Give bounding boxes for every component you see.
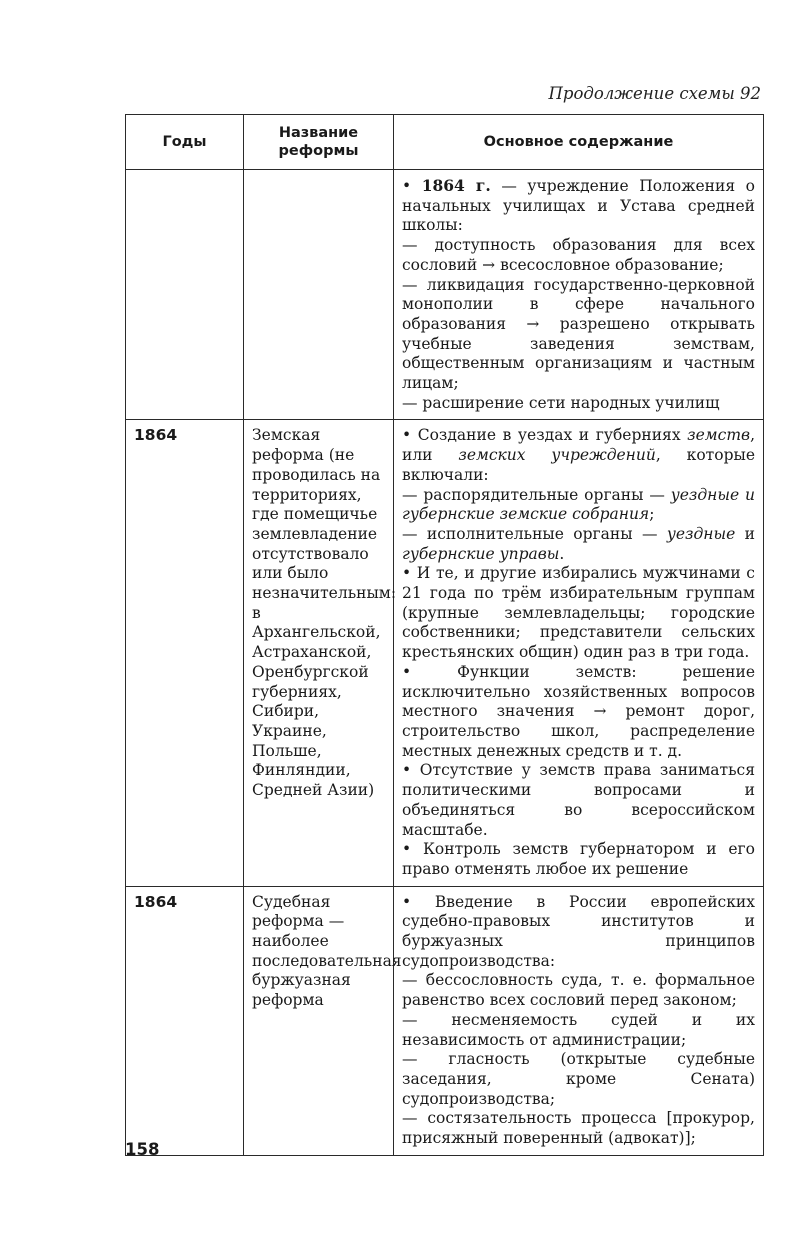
content-line: — несменяемость судей и их независимость от администрации;	[402, 1010, 755, 1049]
table-row	[126, 886, 764, 1155]
content-line: — гласность (открытые судебные заседания, кроме Сената) судопроизводства;	[402, 1050, 755, 1108]
content-cell	[394, 886, 764, 1155]
header-content: Основное содержание	[394, 115, 764, 170]
content-line: — расширение сети народных училищ	[402, 393, 720, 412]
table-header-row	[126, 115, 764, 170]
table-row	[126, 170, 764, 420]
header-years: Годы	[126, 115, 244, 170]
year-cell: 1864	[126, 420, 244, 886]
content-line: — распорядительные органы — уездные и губернские земские собрания;	[402, 485, 755, 524]
content-line: • И те, и другие избирались мужчинами с 21 года по трём избирательным группам (крупные землевладельцы; городские собственники; представители сельских крестьянских общин) один раз в три года.	[402, 564, 755, 662]
content-line: • Контроль земств губернатором и его право отменять любое их решение	[402, 840, 755, 878]
content-line: • 1864 г. — учреждение Положения о начальных училищах и Устава средней школы:	[402, 176, 755, 235]
content-line: • Отсутствие у земств права заниматься политическими вопросами и объединяться во всероссийском масштабе.	[402, 761, 755, 839]
table-row	[126, 420, 764, 886]
content-line: — ликвидация государственно-церковной монополии в сфере начального образования → разрешено открывать учебные заведения земствам, общественным организациям и частным лицам;	[402, 275, 755, 393]
content-line: • Введение в России европейских судебно-правовых институтов и буржуазных принципов судопроизводства:	[402, 892, 755, 970]
content-line: • Функции земств: решение исключительно хозяйственных вопросов местного значения → ремонт дорог, строительство школ, распределение местных денежных средств и т. д.	[402, 662, 755, 760]
page-number: 158	[125, 1140, 160, 1159]
scheme-caption: Продолжение схемы 92	[548, 84, 761, 103]
header-reform-name: Название реформы	[244, 115, 394, 170]
content-cell	[394, 170, 764, 420]
content-line: — состязательность процесса [прокурор, присяжный поверенный (адвокат)];	[402, 1109, 755, 1148]
content-cell	[394, 420, 764, 886]
reforms-table	[125, 114, 764, 1156]
reform-name-cell: Судебная реформа — наиболее последовательная буржуазная реформа	[244, 886, 394, 1155]
year-cell: 1864	[126, 886, 244, 1155]
year-cell	[126, 170, 244, 420]
content-line: — бессословность суда, т. е. формальное равенство всех сословий перед законом;	[402, 971, 755, 1010]
reform-name-cell: Земская реформа (не проводилась на территориях, где помещичье землевладение отсутствовало или было незначительным: в Архангельской, Астраханской, Оренбургской губерниях, Сибири, Украине, Польше, Финляндии, Средней Азии)	[244, 420, 394, 886]
content-line: • Создание в уездах и губерниях земств, или земских учреждений, которые включали:	[402, 426, 756, 484]
content-line: — исполнительные органы — уездные и губернские управы.	[402, 524, 756, 563]
content-line: — доступность образования для всех сословий → всесословное образование;	[402, 236, 755, 274]
reform-name-cell	[244, 170, 394, 420]
